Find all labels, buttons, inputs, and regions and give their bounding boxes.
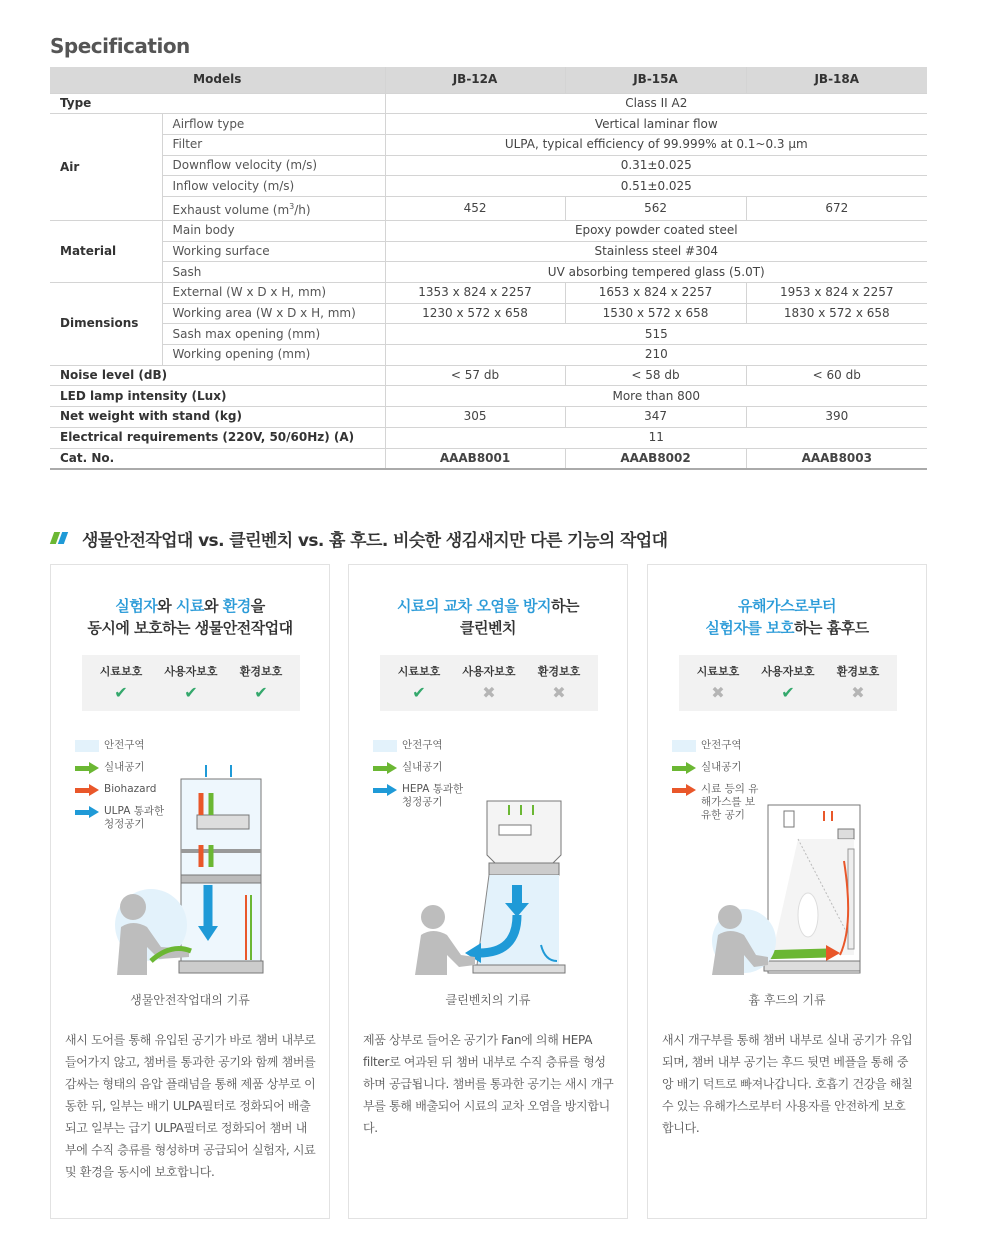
cat-value-jb15a: AAAB8002	[565, 448, 746, 469]
fume-hood-airflow-illustration	[648, 765, 928, 985]
air-label: Air	[50, 114, 162, 221]
weight-value-jb15a: 347	[565, 407, 746, 428]
dimensions-label: Dimensions	[50, 283, 162, 366]
exhaust-label	[162, 196, 385, 220]
sash-label: Sash	[162, 262, 385, 283]
table-row	[50, 241, 927, 262]
filter-label: Filter	[162, 134, 385, 155]
working-opening-label: Working opening (mm)	[162, 345, 385, 366]
working-area-value-jb15a: 1530 x 572 x 658	[565, 303, 746, 324]
protection-table	[679, 655, 897, 711]
spec-header-row	[50, 67, 927, 93]
working-surface-label: Working surface	[162, 241, 385, 262]
downflow-value: 0.31±0.025	[385, 155, 927, 176]
sash-max-label: Sash max opening (mm)	[162, 324, 385, 345]
noise-value-jb15a: < 58 db	[565, 365, 746, 386]
table-row	[50, 448, 927, 469]
check-icon: ✔	[412, 683, 426, 702]
working-area-value-jb18a: 1830 x 572 x 658	[746, 303, 927, 324]
working-surface-value: Stainless steel #304	[385, 241, 927, 262]
col-jb15a: JB-15A	[565, 67, 746, 93]
comparison-title: 생물안전작업대 vs. 클린벤치 vs. 흄 후드. 비슷한 생김새지만 다른 기능의 작업대	[82, 530, 668, 551]
type-value: Class II A2	[385, 93, 927, 114]
working-area-label: Working area (W x D x H, mm)	[162, 303, 385, 324]
sash-max-value: 515	[385, 324, 927, 345]
protection-label: 사용자보호	[761, 665, 815, 678]
noise-label: Noise level (dB)	[50, 365, 385, 386]
protection-label: 사용자보호	[462, 665, 516, 678]
protection-label: 시료보호	[397, 665, 441, 678]
led-label: LED lamp intensity (Lux)	[50, 386, 385, 407]
card-title: 실험자와 시료와 환경을 동시에 보호하는 생물안전작업대	[87, 597, 293, 637]
check-icon: ✔	[254, 683, 268, 702]
illustration-caption: 흄 후드의 기류	[748, 993, 826, 1007]
table-row	[50, 345, 927, 366]
noise-value-jb12a: < 57 db	[385, 365, 565, 386]
main-body-label: Main body	[162, 220, 385, 241]
table-row	[50, 386, 927, 407]
card-description: 새시 도어를 통해 유입된 공기가 바로 챔버 내부로 들어가지 않고, 챔버를 통과한 공기와 함께 챔버를 감싸는 형태의 음압 플래넘을 통해 제품 상부로 이동한 뒤, 일부는 배기 ULPA필터로 정화되어 배출되고 일부는 급기 ULPA필터로 정화되어 챔버 내부에 수직 층류를 형성하며 공급되어 실험자, 시료 및 환경을 동시에 보호합니다.	[65, 1033, 316, 1179]
weight-label: Net weight with stand (kg)	[50, 407, 385, 428]
protection-label: 환경보호	[537, 665, 581, 678]
table-row	[50, 427, 927, 448]
table-row	[50, 155, 927, 176]
exhaust-label-post: /h)	[294, 202, 311, 217]
safe-zone-swatch	[672, 740, 696, 752]
exhaust-value-jb12a: 452	[385, 196, 565, 220]
spec-title: Specification	[50, 34, 190, 58]
card-biosafety-cabinet: 실험자와 시료와 환경을 동시에 보호하는 생물안전작업대 시료보호 ✔ 사용자보호 ✔ 환경보호 ✔ 안전구역 실내공기 Biohazard ULPA 통과한 청정공기 생물안전작업대의 기류 새시 도어를 통해 유입된 공기가 바로 챔버 내부로 들어가지 않고, 챔버를 통과한 공기와 함께 챔버를 감싸는 형태의 음압 플래넘을 통해 제품 상부로 이동한 뒤, 일부는 배기 ULPA필터로 정화되어 배출되고 일부는 급기 ULPA필터로 정화되어 챔버 내부에 수직 층류를 형성하며 공급되어 실험자, 시료 및 환경을 동시에 보호합니다.	[50, 564, 330, 1219]
comparison-heading	[50, 524, 667, 552]
biosafety-airflow-illustration	[51, 765, 331, 985]
inflow-label: Inflow velocity (m/s)	[162, 176, 385, 197]
airflow-type-label: Airflow type	[162, 114, 385, 135]
table-row	[50, 283, 927, 304]
main-body-value: Epoxy powder coated steel	[385, 220, 927, 241]
electrical-label: Electrical requirements (220V, 50/60Hz) (A)	[50, 427, 385, 448]
col-jb18a: JB-18A	[746, 67, 927, 93]
external-value-jb15a: 1653 x 824 x 2257	[565, 283, 746, 304]
working-area-value-jb12a: 1230 x 572 x 658	[385, 303, 565, 324]
protection-table	[82, 655, 300, 711]
card-clean-bench: 시료의 교차 오염을 방지하는 클린벤치 시료보호 ✔ 사용자보호 ✖ 환경보호 ✖ 안전구역 실내공기 HEPA 통과한 청정공기 클린벤치의 기류 제품 상부로 들어온 공기가 Fan에 의해 HEPA filter로 여과된 뒤 챔버 내부로 수직 층류를 형성하며 공급됩니다. 챔버를 통과한 공기는 새시 개구부를 통해 배출되어 시료의 교차 오염을 방지합니다.	[348, 564, 628, 1219]
card-description: 제품 상부로 들어온 공기가 Fan에 의해 HEPA filter로 여과된 뒤 챔버 내부로 수직 층류를 형성하며 공급됩니다. 챔버를 통과한 공기는 새시 개구부를 통해 배출되어 시료의 교차 오염을 방지합니다.	[363, 1033, 614, 1135]
illustration-caption: 생물안전작업대의 기류	[130, 993, 250, 1007]
cross-icon: ✖	[552, 683, 566, 702]
table-row	[50, 93, 927, 114]
filter-value: ULPA, typical efficiency of 99.999% at 0.1~0.3 μm	[385, 134, 927, 155]
card-fume-hood: 유해가스로부터 실험자를 보호하는 흄후드 시료보호 ✖ 사용자보호 ✔ 환경보호 ✖ 안전구역 실내공기 시료 등의 유해가스를 보유한 공기 흄 후드의 기류 새시 개구부를 통해 챔버 내부로 실내 공기가 유입되며, 챔버 내부 공기는 후드 뒷면 베플을 통해 중앙 배기 덕트로 빠져나갑니다. 호흡기 건강을 해칠 수 있는 유해가스로부터 사용자를 안전하게 보호합니다.	[647, 564, 927, 1219]
external-value-jb12a: 1353 x 824 x 2257	[385, 283, 565, 304]
table-row	[50, 220, 927, 241]
table-row	[50, 114, 927, 135]
weight-value-jb18a: 390	[746, 407, 927, 428]
exhaust-value-jb15a: 562	[565, 196, 746, 220]
inflow-value: 0.51±0.025	[385, 176, 927, 197]
table-row	[50, 262, 927, 283]
spec-table	[50, 67, 927, 470]
type-label: Type	[50, 93, 385, 114]
airflow-type-value: Vertical laminar flow	[385, 114, 927, 135]
protection-label: 시료보호	[696, 665, 740, 678]
check-icon: ✔	[184, 683, 198, 702]
table-row	[50, 134, 927, 155]
protection-table	[380, 655, 598, 711]
table-row	[50, 176, 927, 197]
cat-label: Cat. No.	[50, 448, 385, 469]
led-value: More than 800	[385, 386, 927, 407]
card-title: 유해가스로부터 실험자를 보호하는 흄후드	[705, 597, 869, 637]
noise-value-jb18a: < 60 db	[746, 365, 927, 386]
safe-zone-swatch	[75, 740, 99, 752]
protection-label: 환경보호	[239, 665, 283, 678]
cross-icon: ✖	[482, 683, 496, 702]
downflow-label: Downflow velocity (m/s)	[162, 155, 385, 176]
protection-label: 사용자보호	[164, 665, 218, 678]
table-row	[50, 407, 927, 428]
exhaust-label-pre: Exhaust volume (m	[172, 202, 290, 217]
table-row	[50, 365, 927, 386]
material-label: Material	[50, 220, 162, 282]
table-row	[50, 303, 927, 324]
section-mark-icon	[50, 531, 68, 545]
card-description: 새시 개구부를 통해 챔버 내부로 실내 공기가 유입되며, 챔버 내부 공기는 후드 뒷면 베플을 통해 중앙 배기 덕트로 빠져나갑니다. 호흡기 건강을 해칠 수 있는 유해가스로부터 사용자를 안전하게 보호합니다.	[662, 1033, 913, 1135]
exhaust-label-sup: 3	[289, 201, 295, 211]
cross-icon: ✖	[711, 683, 725, 702]
check-icon: ✔	[114, 683, 128, 702]
check-icon: ✔	[781, 683, 795, 702]
cat-value-jb12a: AAAB8001	[385, 448, 565, 469]
exhaust-value-jb18a: 672	[746, 196, 927, 220]
col-jb12a: JB-12A	[385, 67, 565, 93]
table-row	[50, 324, 927, 345]
clean-bench-airflow-illustration	[349, 765, 629, 985]
working-opening-value: 210	[385, 345, 927, 366]
cat-value-jb18a: AAAB8003	[746, 448, 927, 469]
cross-icon: ✖	[851, 683, 865, 702]
protection-label: 환경보호	[836, 665, 880, 678]
protection-label: 시료보호	[99, 665, 143, 678]
safe-zone-swatch	[373, 740, 397, 752]
illustration-caption: 클린벤치의 기류	[445, 993, 531, 1007]
sash-value: UV absorbing tempered glass (5.0T)	[385, 262, 927, 283]
external-label: External (W x D x H, mm)	[162, 283, 385, 304]
table-row	[50, 196, 927, 220]
external-value-jb18a: 1953 x 824 x 2257	[746, 283, 927, 304]
col-models: Models	[50, 67, 385, 93]
card-title: 시료의 교차 오염을 방지하는 클린벤치	[396, 597, 580, 637]
weight-value-jb12a: 305	[385, 407, 565, 428]
electrical-value: 11	[385, 427, 927, 448]
